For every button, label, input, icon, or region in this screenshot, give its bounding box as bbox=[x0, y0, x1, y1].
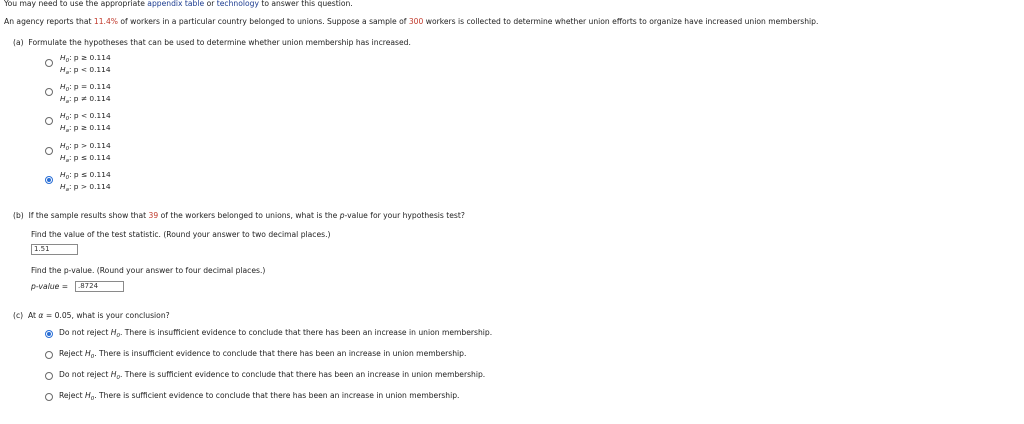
p-value-input[interactable]: .8724 bbox=[75, 281, 124, 292]
null-hypothesis: $H_0$: p = 0.114 bbox=[60, 82, 111, 93]
alternative-hypothesis: $H_a$: p ≤ 0.114 bbox=[60, 152, 111, 164]
hypothesis-option-4-radio[interactable] bbox=[45, 147, 53, 155]
alternative-hypothesis: $H_a$: p ≥ 0.114 bbox=[60, 122, 111, 134]
null-hypothesis: $H_0$: p ≥ 0.114 bbox=[60, 53, 111, 64]
p-value-label: p-value = bbox=[31, 282, 69, 291]
hypothesis-option-5 bbox=[60, 170, 111, 193]
hypothesis-option-2-radio[interactable] bbox=[45, 88, 53, 96]
alternative-hypothesis: $H_a$: p > 0.114 bbox=[60, 181, 111, 193]
conclusion-option-3-radio[interactable] bbox=[45, 372, 53, 380]
hypothesis-option-5-radio[interactable] bbox=[45, 176, 53, 184]
technology-link[interactable]: technology bbox=[216, 0, 259, 8]
instruction-line: You may need to use the appropriate appendix table or technology to answer this question. bbox=[4, 0, 353, 8]
sample-size-value: 300 bbox=[408, 17, 424, 26]
hypothesis-option-1 bbox=[60, 53, 111, 76]
part-b-question: (b) If the sample results show that 39 of the workers belonged to unions, what is the p-value for your hypothesis test? bbox=[13, 211, 465, 220]
null-hypothesis: $H_0$: p < 0.114 bbox=[60, 111, 111, 122]
conclusion-option-3: Do not reject $H_0$. There is sufficient evidence to conclude that there has been an increase in union membership. bbox=[59, 370, 486, 381]
p-value-instruction: Find the p-value. (Round your answer to four decimal places.) bbox=[31, 266, 266, 275]
hypothesis-option-3-radio[interactable] bbox=[45, 117, 53, 125]
hypothesis-option-1-radio[interactable] bbox=[45, 59, 53, 67]
conclusion-option-4: Reject $H_0$. There is sufficient evidence to conclude that there has been an increase in union membership. bbox=[59, 391, 460, 402]
alternative-hypothesis: $H_a$: p ≠ 0.114 bbox=[60, 93, 111, 105]
conclusion-option-4-radio[interactable] bbox=[45, 393, 53, 401]
hypothesis-option-3 bbox=[60, 111, 111, 134]
part-c-question: (c) At α = 0.05, what is your conclusion? bbox=[13, 311, 170, 320]
conclusion-option-2-radio[interactable] bbox=[45, 351, 53, 359]
problem-statement: An agency reports that 11.4% of workers in a particular country belonged to unions. Suppose a sample of 300 workers is collected to determine whether union efforts to organize have increased union membership. bbox=[4, 17, 819, 26]
union-count-value: 39 bbox=[148, 211, 159, 220]
part-a-question: (a) Formulate the hypotheses that can be used to determine whether union membership has increased. bbox=[13, 38, 411, 47]
hypothesis-option-4 bbox=[60, 141, 111, 164]
test-stat-input[interactable]: 1.51 bbox=[31, 244, 78, 255]
percent-value: 11.4% bbox=[93, 17, 118, 26]
null-hypothesis: $H_0$: p ≤ 0.114 bbox=[60, 170, 111, 181]
hypothesis-option-2 bbox=[60, 82, 111, 105]
appendix-table-link[interactable]: appendix table bbox=[147, 0, 205, 8]
test-stat-instruction: Find the value of the test statistic. (Round your answer to two decimal places.) bbox=[31, 230, 331, 239]
conclusion-option-1: Do not reject $H_0$. There is insufficient evidence to conclude that there has been an increase in union membership. bbox=[59, 328, 493, 339]
alternative-hypothesis: $H_a$: p < 0.114 bbox=[60, 64, 111, 76]
conclusion-option-2: Reject $H_0$. There is insufficient evidence to conclude that there has been an increase in union membership. bbox=[59, 349, 467, 360]
conclusion-option-1-radio[interactable] bbox=[45, 330, 53, 338]
null-hypothesis: $H_0$: p > 0.114 bbox=[60, 141, 111, 152]
